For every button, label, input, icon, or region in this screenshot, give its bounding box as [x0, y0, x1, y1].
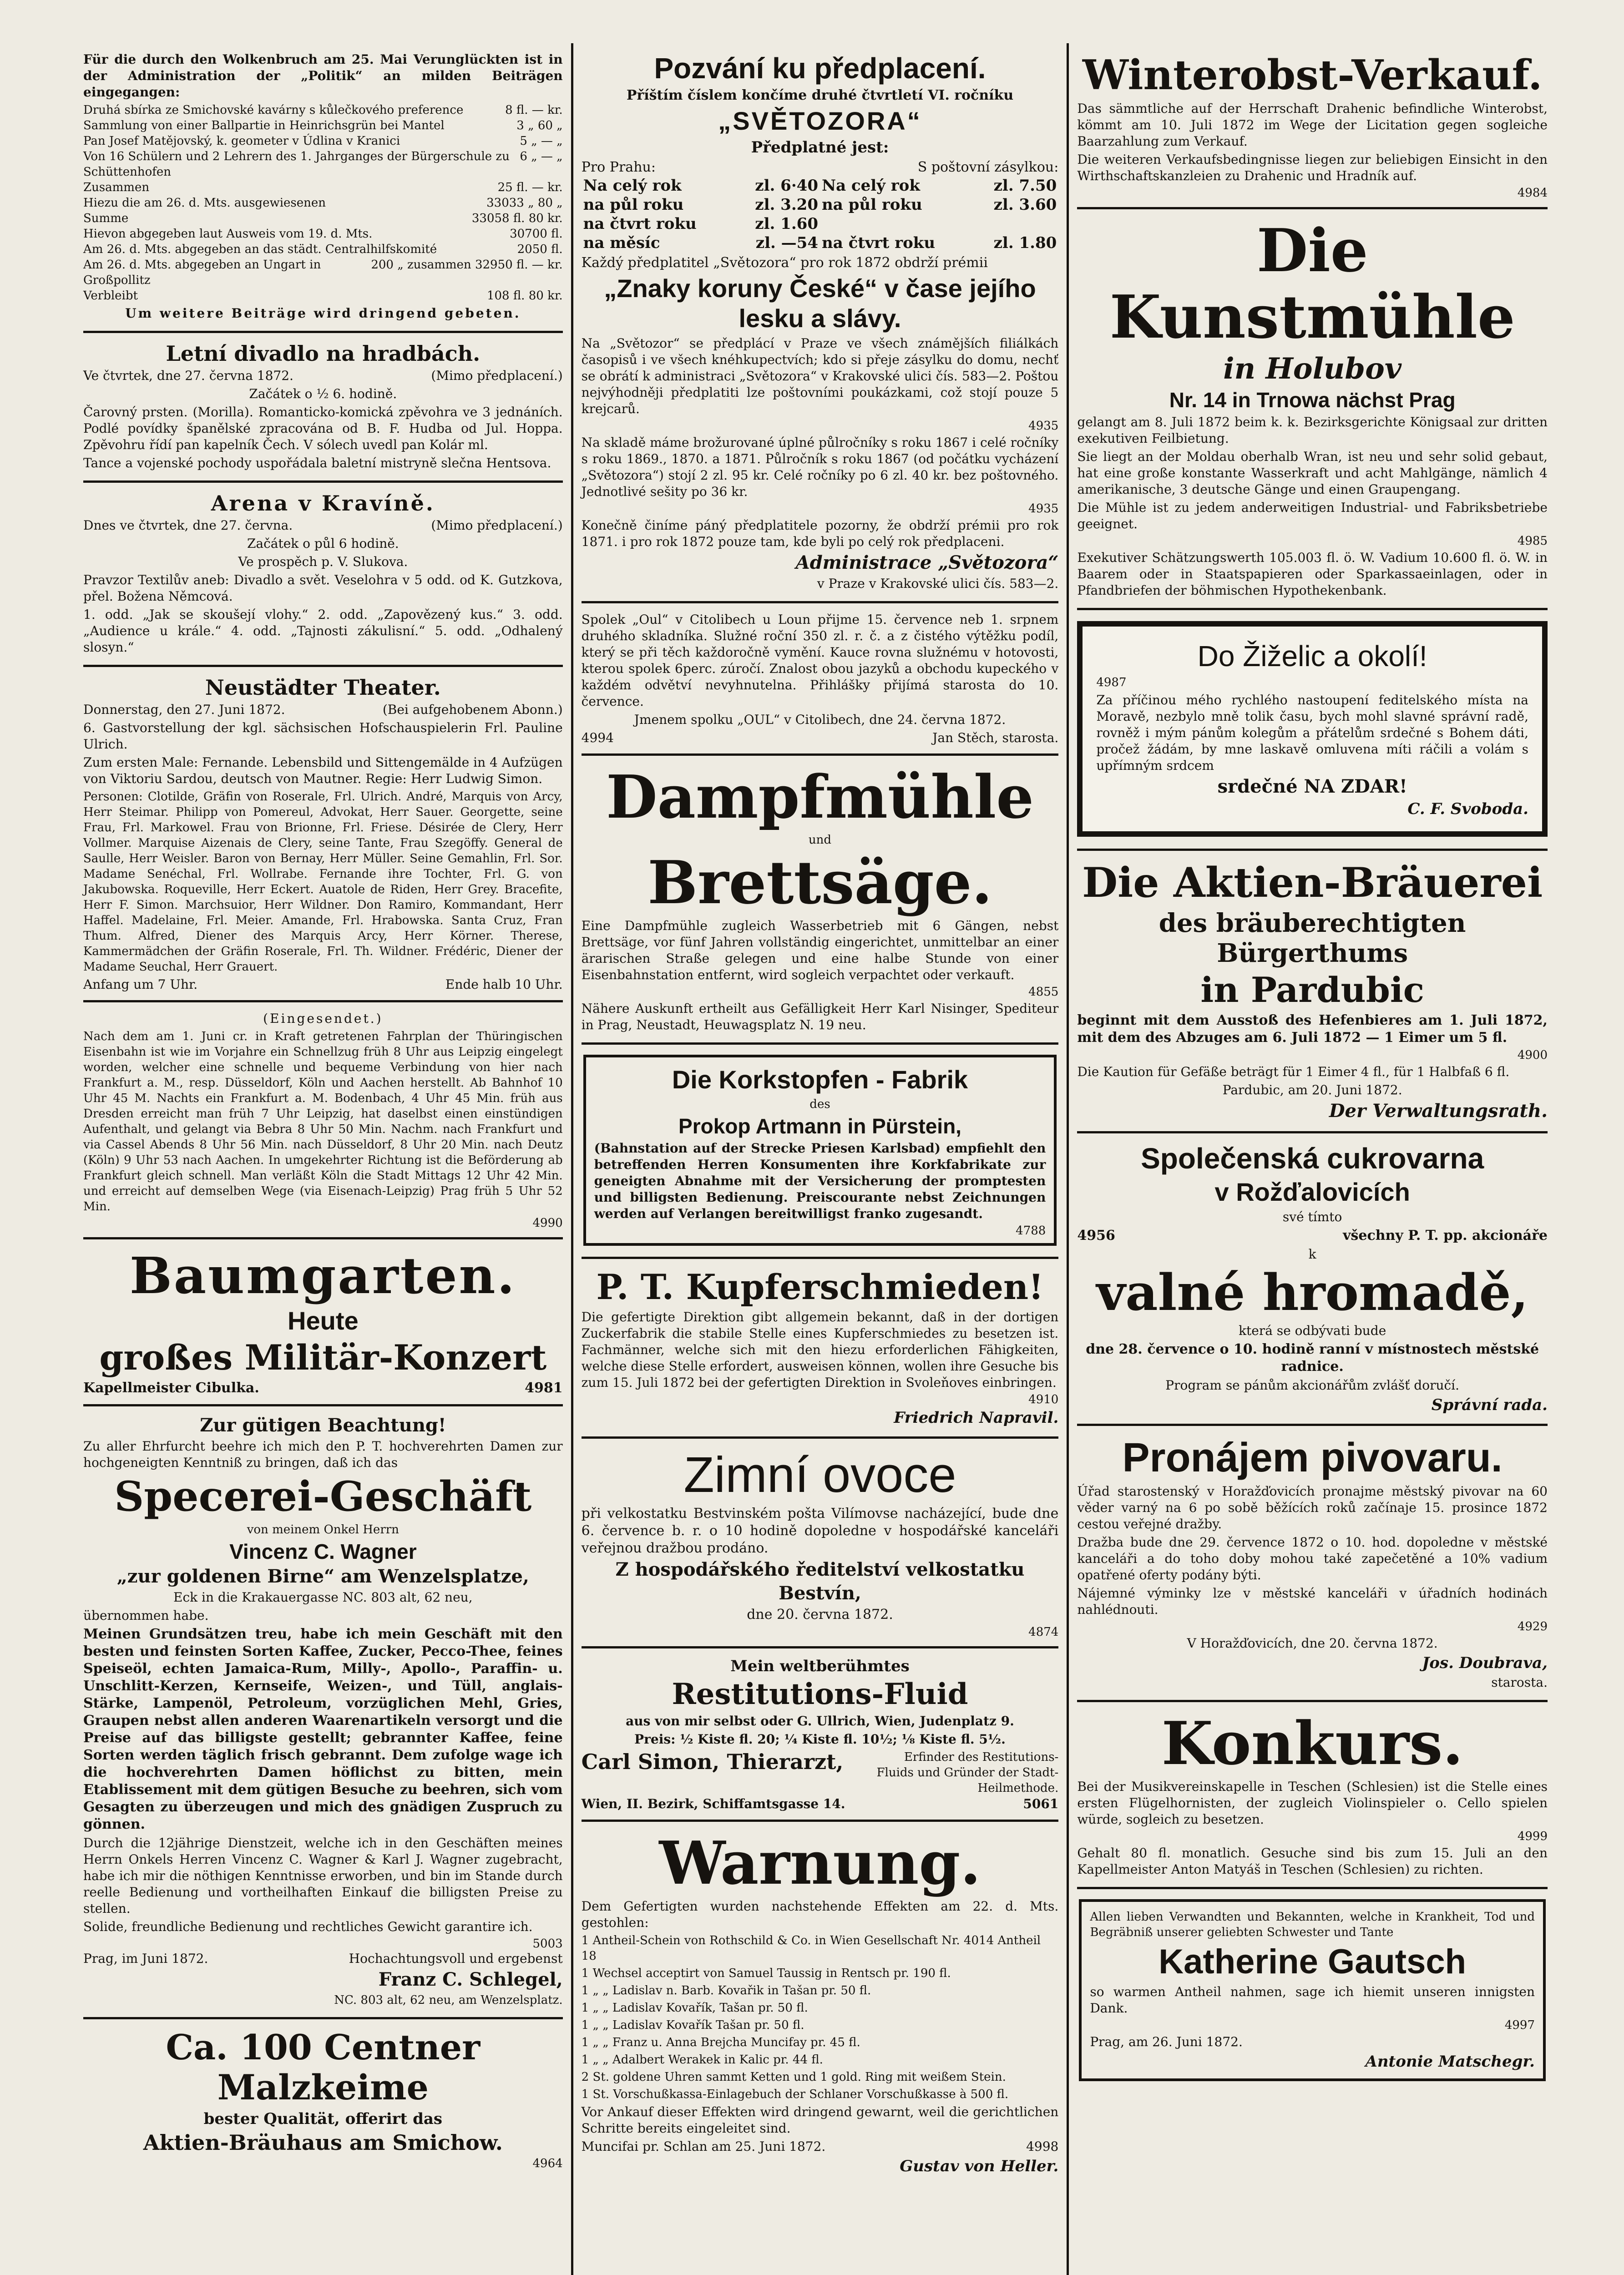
gautsch-sign: Antonie Matschegr. [1365, 2053, 1535, 2071]
stolen-item: 1 „ „ Ladislav Kovařík Tašan pr. 50 fl. [581, 2018, 804, 2032]
oul-sign: Jmenem spolku „OUL“ v Citolibech, dne 24. června 1872. [634, 712, 1006, 727]
ad-konkurs [1077, 1702, 1548, 1889]
gautsch-name: Katherine Gautsch [1159, 1942, 1467, 1981]
arena-benefit: Ve prospěch p. V. Slukova. [238, 554, 408, 569]
warnung-number: 4998 [1026, 2139, 1059, 2154]
specerei-sign-pre: Hochachtungsvoll und ergebenst [349, 1951, 563, 1966]
kunstmuhle-address: Nr. 14 in Trnowa nächst Prag [1169, 388, 1456, 412]
neustadt-end: Ende halb 10 Uhr. [445, 977, 563, 992]
donation-row-value: 200 „ zusammen 32950 fl. — kr. [371, 258, 563, 272]
warnung-items [582, 1933, 1059, 2102]
kork-body: (Bahnstation auf der Strecke Priesen Karlsbad) empfiehlt den betreffenden Herren Konsumenten ihre Korkfabrikate zur geneigten Abnahme mit der Versicherung der promptesten und billigsten Bedienung. Preiscourante nebst Zeichnungen werden auf Verlangen bereitwilligst franko zugesandt. [594, 1141, 1046, 1221]
arena-date: Dnes ve čtvrtek, dne 27. června. [83, 518, 293, 533]
rate-cell: Na celý rok [821, 177, 920, 195]
ad-dampfmuhle [582, 756, 1059, 1045]
svetozor-intro: Příštím číslem končíme druhé čtvrtletí VI. ročníku [626, 87, 1014, 103]
donation-row-text: Hievon abgegeben laut Ausweis vom 19. d. Mts. [83, 227, 373, 241]
specerei-number: 5003 [532, 1937, 563, 1951]
brauerei-date: Pardubic, am 20. Juni 1872. [1222, 1082, 1402, 1097]
rate-cell: na měsíc [583, 234, 660, 252]
malz-number: 4964 [532, 2157, 563, 2170]
konkurs-body: Bei der Musikvereinskapelle in Teschen (Schlesien) ist die Stelle eines ersten Flügelhornisten, der zugleich Violinspieler o. Cello spielen würde, sogleich zu besetzen. [1077, 1779, 1548, 1827]
oul-number: 4994 [581, 730, 614, 745]
brauerei-number: 4900 [1517, 1048, 1548, 1062]
rate-cell: zl. —54 [755, 234, 818, 252]
kunstmuhle-body2: Sie liegt an der Moldau oberhalb Wran, ist neu und sehr solid gebaut, hat eine große konstante Wasserkraft und acht Mahlgänge, nämlich 4 amerikanische, 3 deutsche Gänge und einen Graupengang. [1077, 449, 1548, 497]
cukrovarna-sign: Správní rada. [1431, 1396, 1548, 1414]
cukrovarna-title: Společenská cukrovarna [1141, 1142, 1484, 1175]
kork-owner: Prokop Artmann in Pürstein, [678, 1114, 961, 1138]
donation-row-text: Sammlung von einer Ballpartie in Heinrichsgrün bei Mantel [83, 119, 445, 132]
stolen-item: 1 Wechsel acceptirt von Samuel Taussig in Rentsch pr. 190 fl. [581, 1967, 951, 1980]
kunstmuhle-body: gelangt am 8. Juli 1872 beim k. k. Bezirksgerichte Königsaal zur dritten exekutiven Feilbietung. [1077, 415, 1548, 446]
donation-row [83, 226, 563, 242]
gautsch-number: 4997 [1504, 2018, 1535, 2032]
ad-warnung [582, 1822, 1059, 2185]
svetozor-p2: Na skladě máme brožurované úplné půlročníky s roku 1867 i celé ročníky s roku 1869., 1870. a 1871. Půlročník s roku 1867 (od počátku vycházení „Světozora“) stojí 2 zl. 95 kr. Celé ročníky po 6 zl. 40 kr. bez poštovného. Jednotlivé sešity po 36 kr. [581, 435, 1059, 499]
warnung-sign: Gustav von Heller. [900, 2157, 1059, 2175]
cukrovarna-date: dne 28. července o 10. hodině ranní v místnostech městské radnice. [1086, 1341, 1539, 1375]
ad-arena [83, 483, 563, 667]
zizelice-sign: C. F. Svoboda. [1407, 800, 1528, 818]
donation-row [83, 211, 563, 226]
svetozor-premium: Každý předplatitel „Světozora“ pro rok 1872 obdrží prémii [581, 255, 988, 271]
svetozor-head-left: Pro Prahu: [581, 159, 656, 175]
zizelice-frame [1077, 621, 1548, 837]
svetozor-title: Pozvání ku předplacení. [654, 52, 986, 85]
ad-gautsch [1077, 1889, 1548, 2092]
rate-cell: na půl roku [583, 196, 684, 214]
pivovar-title: Pronájem pivovaru. [1122, 1435, 1503, 1481]
pivovar-body3: Nájemné výminky lze v městské kanceláři v úřadních hodinách nahlédnouti. [1077, 1586, 1548, 1617]
pivovar-body: Úřad starostenský v Horažďovicích pronajme městský pivovar na 60 věder varný na 6 po sobě běžících roků začínaje 15. prosince 1872 cestou veřejné dražby. [1077, 1484, 1548, 1532]
restitution-address: Wien, II. Bezirk, Schiffamtsgasse 14. [581, 1796, 845, 1811]
warnung-title: Warnung. [659, 1828, 981, 1898]
warnung-body: Vor Ankauf dieser Effekten wird dringend gewarnt, weil die gerichtlichen Schritte bereits eingeleitet sind. [581, 2104, 1059, 2136]
rate-cell [820, 214, 972, 233]
restitution-top: Mein weltberühmtes [730, 1657, 910, 1675]
rate-row [582, 195, 1059, 214]
rate-cell [972, 214, 1059, 233]
donation-row-value: 25 fl. — kr. [497, 181, 563, 194]
rate-cell: Na celý rok [583, 177, 682, 195]
malz-seller: Aktien-Bräuhaus am Smichow. [143, 2130, 503, 2155]
zimni-number: 4874 [1028, 1625, 1059, 1639]
konkurs-number: 4999 [1517, 1830, 1548, 1843]
kunstmuhle-title: Die Kunstmühle [1109, 216, 1515, 352]
restitution-price: Preis: ½ Kiste fl. 20; ¼ Kiste fl. 10½; ⅛ Kiste fl. 5½. [634, 1732, 1006, 1747]
restitution-where: aus von mir selbst oder G. Ullrich, Wien, Judenplatz 9. [626, 1714, 1014, 1729]
svetozor-p1: Na „Světozor“ se předplácí v Praze ve všech známějších filiálkách časopisů i ve všech knéhkupectvích; kdo si přeje zásylku do domu, nechť se obrátí k administraci „Světozora“ v Krakovské ulici čís. 583—2. Poštou nejvýhodněji předplatiti lze poštovními poukázkami, což stojí pouze 5 krejcarů. [581, 336, 1059, 416]
summer-theatre-tail: Tance a vojenské pochody uspořádala baletní mistryně slečna Hentsova. [83, 455, 551, 470]
rate-cell: zl. 3.20 [755, 196, 818, 214]
donation-row-text: Am 26. d. Mts. abgegeben an Ungart in Großpollitz [83, 258, 321, 287]
summer-theatre-title: Letní divadlo na hradbách. [166, 341, 481, 366]
ad-korkstopfen [582, 1045, 1059, 1259]
donation-row [83, 242, 563, 257]
donation-row-value: 5 „ — „ [520, 134, 563, 148]
restitution-title: Restitutions-Fluid [672, 1677, 968, 1711]
rate-cell: zl. 1.60 [755, 215, 818, 233]
cukrovarna-big: valné hromadě, [1096, 1263, 1528, 1322]
brauerei-title: Die Aktien-Bräuerei [1082, 859, 1543, 907]
ad-donations [83, 43, 563, 333]
donation-row-text: Hiezu die am 26. d. Mts. ausgewiesenen [83, 196, 326, 210]
donation-row-value: 8 fl. — kr. [505, 103, 563, 117]
svetozor-admin: Administrace „Světozora“ [795, 552, 1059, 573]
dampf-title1: Dampfmühle [606, 762, 1034, 832]
stolen-item: 1 Antheil-Schein von Rothschild & Co. in Wien Gesellschaft Nr. 4014 Antheil 18 [581, 1934, 1041, 1963]
stolen-item: 1 „ „ Ladislav n. Barb. Kovařik in Tašan pr. 50 fl. [581, 1984, 871, 1997]
gautsch-frame [1079, 1899, 1546, 2081]
donation-row [83, 180, 563, 195]
summer-theatre-start: Začátek o ½ 6. hodině. [249, 386, 397, 401]
warnung-place: Muncifai pr. Schlan am 25. Juni 1872. [581, 2139, 826, 2154]
ad-zizelice [1077, 610, 1548, 851]
donation-row-value: 33058 fl. 80 kr. [471, 212, 563, 225]
ad-kunstmuhle [1077, 209, 1548, 610]
specerei-intro: Zu aller Ehrfurcht beehre ich mich den P. T. hochverehrten Damen zur hochgeneigten Kenntniß zu bringen, daß ich das [83, 1439, 563, 1470]
ad-cukrovarna [1077, 1133, 1548, 1426]
konkurs-body2: Gehalt 80 fl. monatlich. Gesuche sind bis zum 15. Juli an den Kapellmeister Anton Matyáš in Teschen (Schlesien) zu richten. [1077, 1845, 1548, 1877]
dampf-title2: Brettsäge. [648, 848, 992, 917]
kunstmuhle-body3: Die Mühle ist zu jedem anderweitigen Industrial- und Fabriksbetriebe geeignet. [1077, 500, 1548, 531]
donation-row-text: Pan Josef Matějovský, k. geometer v Údlina v Kranici [83, 134, 400, 148]
brauerei-sub: des bräuberechtigten Bürgerthums [1159, 908, 1466, 968]
warnung-intro: Dem Gefertigten wurden nachstehende Effekten am 22. d. Mts. gestohlen: [581, 1899, 1059, 1930]
rate-row [582, 233, 1059, 253]
ad-malzkeime [83, 2019, 563, 2178]
specerei-sign: Franz C. Schlegel, [378, 1969, 563, 1990]
rate-cell: na čtvrt roku [583, 215, 697, 233]
donation-row-value: 30700 fl. [510, 227, 563, 241]
neustadt-body: 6. Gastvorstellung der kgl. sächsischen Hofschauspielerin Frl. Pauline Ulrich. [83, 720, 563, 752]
kunstmuhle-number: 4985 [1517, 534, 1548, 548]
restitution-sign-note: Erfinder des Restitutions-Fluids und Gründer der Stadt-Heilmethode. [876, 1750, 1059, 1795]
ad-restitutions-fluid [582, 1648, 1059, 1822]
stolen-item: 1 „ „ Adalbert Werakek in Kalic pr. 44 fl. [581, 2053, 823, 2067]
kupfer-body: Die gefertigte Direktion gibt allgemein bekannt, daß in der dortigen Zuckerfabrik die stabile Stelle eines Kupferschmiedes zu besetzen ist. Fachmänner, welche sich mit den hiezu erforderlichen Fähigkeiten, welche diese Stelle erfordert, ausweisen können, wollen ihre Gesuche bis zum 15. Juli 1872 bei der gefertigten Direktion in Svoleňoves einbringen. [581, 1309, 1059, 1390]
ad-summer-theatre [83, 333, 563, 483]
dampf-more: Nähere Auskunft ertheilt aus Gefälligkeit Herr Karl Nisinger, Spediteur in Prag, Neustadt, Heuwagsplatz N. 19 neu. [581, 1001, 1059, 1032]
zimni-office: Z hospodářského ředitelství velkostatku [615, 1559, 1025, 1580]
donation-row-text: Druhá sbírka ze Smichovské kavárny s kůlečkového preference [83, 103, 464, 117]
konkurs-title: Konkurs. [1161, 1709, 1463, 1778]
ad-zimni-ovoce [582, 1439, 1059, 1648]
ad-winterobst [1077, 43, 1548, 209]
donation-row [83, 195, 563, 211]
donations-rows [83, 102, 563, 303]
brauerei-body2: Die Kaution für Gefäße beträgt für 1 Eimer 4 fl., für 1 Halbfaß 6 fl. [1077, 1064, 1510, 1079]
baumgarten-kapellmeister: Kapellmeister Cibulka. [83, 1380, 259, 1396]
baumgarten-title: Baumgarten. [129, 1246, 516, 1305]
column-right [1069, 43, 1556, 2275]
baumgarten-today: Heute [288, 1306, 359, 1335]
rate-row [582, 214, 1059, 233]
arena-tail: 1. odd. „Jak se skoušejí vlohy.“ 2. odd. „Zapovězený kus.“ 3. odd. „Audience u krále.“ 4. odd. „Tajnosti zákulisní.“ 5. odd. „Odhalený slosyn.“ [83, 607, 563, 655]
donation-row-text: Am 26. d. Mts. abgegeben an das städt. Centralhilfskomité [83, 243, 437, 256]
specerei-address: Eck in die Krakauergasse NC. 803 alt, 62 neu, [173, 1590, 473, 1605]
cukrovarna-place: v Rožďalovicích [1214, 1178, 1410, 1206]
dampf-und: und [808, 833, 832, 847]
kunstmuhle-place: in Holubov [1223, 352, 1402, 386]
neustadt-title: Neustädter Theater. [205, 675, 441, 700]
pivovar-sign: Jos. Doubrava, [1422, 1654, 1548, 1672]
stolen-item: 1 St. Vorschußkassa-Einlagebuch der Schlaner Vorschußkasse à 500 fl. [581, 2088, 1009, 2101]
cukrovarna-who: všechny P. T. pp. akcionáře [1343, 1228, 1548, 1244]
specerei-top: Zur gütigen Beachtung! [200, 1415, 446, 1436]
specerei-date: Prag, im Juni 1872. [83, 1951, 208, 1966]
arena-body: Pravzor Textilův aneb: Divadlo a svět. Veselohra v 5 odd. od K. Gutzkova, přel. Božena Němcová. [83, 572, 563, 604]
ad-svetozor [582, 43, 1059, 603]
zizelice-close: srdečné NA ZDAR! [1217, 776, 1407, 797]
donation-row [83, 118, 563, 133]
specerei-shop: „zur goldenen Birne“ am Wenzelsplatze, [116, 1566, 529, 1587]
summer-theatre-note: (Mimo předplacení.) [431, 368, 563, 383]
donation-row [83, 149, 563, 180]
brauerei-body: beginnt mit dem Ausstoß des Hefenbieres am 1. Juli 1872, mit dem des Abzuges am 6. Juli 1872 — 1 Eimer um 5 fl. [1077, 1012, 1548, 1046]
kork-title: Die Korkstopfen - Fabrik [672, 1065, 968, 1094]
donation-row-value: 3 „ 60 „ [516, 119, 563, 132]
cukrovarna-which: která se odbývati bude [1239, 1323, 1386, 1338]
specerei-taken: übernommen habe. [83, 1608, 209, 1623]
ad-kupferschmieden [582, 1259, 1059, 1439]
kork-number: 4788 [1016, 1224, 1046, 1238]
svetozor-book: „Znaky koruny České“ v čase jejího lesku a slávy. [604, 274, 1036, 333]
svetozor-subtitle: Předplatné jest: [751, 138, 889, 157]
dampf-number: 4855 [1028, 985, 1059, 999]
kork-des: des [809, 1097, 830, 1111]
eingesendet-number: 4990 [532, 1216, 563, 1230]
svetozor-name: „SVĚTOZORA“ [718, 106, 922, 135]
specerei-body3: Solide, freundliche Bedienung und rechtliches Gewicht garantire ich. [83, 1919, 533, 1934]
baumgarten-concert: großes Militär-Konzert [99, 1337, 547, 1378]
winterobst-title: Winterobst-Verkauf. [1082, 51, 1543, 99]
stolen-item: 1 „ „ Ladislav Kovařík, Tašan pr. 50 fl. [581, 2001, 808, 2015]
donation-row-text: Von 16 Schülern und 2 Lehrern des 1. Jahrganges der Bürgerschule zu Schüttenhofen [83, 150, 510, 179]
ad-specerei [83, 1406, 563, 2019]
summer-theatre-body: Čarovný prsten. (Morilla). Romanticko-komická zpěvohra ve 3 jednáních. Podlé povídky španělské zpracována od B. F. Hudba od Jul. Hoppa. Zpěvohru řídí pan kapelník Čech. V sólech uvedl pan Kolár ml. [83, 404, 563, 452]
zimni-title: Zimní ovoce [683, 1447, 956, 1503]
ad-pivovar [1077, 1426, 1548, 1702]
neustadt-date: Donnerstag, den 27. Juni 1872. [83, 702, 285, 717]
donation-row-value: 2050 fl. [517, 243, 563, 256]
kupfer-sign: Friedrich Napravil. [894, 1409, 1059, 1427]
donation-row [83, 133, 563, 149]
ad-eingesendet [83, 1002, 563, 1239]
zimni-date: dne 20. června 1872. [747, 1607, 893, 1623]
column-left [75, 43, 573, 2275]
svetozor-head-right: S poštovní zásylkou: [917, 159, 1059, 175]
ad-oul [582, 603, 1059, 756]
specerei-owner: Vincenz C. Wagner [229, 1540, 417, 1563]
donation-row-value: 108 fl. 80 kr. [486, 289, 563, 303]
donation-row-value: 6 „ — „ [520, 150, 563, 163]
brauerei-sign: Der Verwaltungsrath. [1329, 1100, 1548, 1122]
donation-row [83, 102, 563, 118]
pivovar-date: V Horažďovicích, dne 20. června 1872. [1187, 1636, 1438, 1651]
cukrovarna-k: k [1308, 1247, 1316, 1262]
malz-title: Ca. 100 Centner Malzkeime [166, 2027, 481, 2108]
pivovar-body2: Dražba bude dne 29. července 1872 o 10. hod. dopoledne v městské kanceláři a do toho doby mohou také zapečetěné a 10% vadium opatřené oferty podány býti. [1077, 1535, 1548, 1582]
donation-row-text: Summe [83, 212, 129, 225]
cukrovarna-svolava: své tímto [1282, 1209, 1342, 1224]
specerei-title: Specerei-Geschäft [114, 1472, 532, 1521]
donations-header: Für die durch den Wolkenbruch am 25. Mai Verunglückten ist in der Administration der „Politik“ an milden Beiträgen eingegangen: [83, 52, 563, 100]
donations-footer: Um weitere Beiträge wird dringend gebeten. [125, 306, 521, 321]
zimni-place: Bestvín, [779, 1582, 861, 1604]
zizelice-number: 4987 [1096, 676, 1127, 689]
ad-baumgarten [83, 1239, 563, 1406]
malz-quality: bester Qualität, offerirt das [203, 2110, 443, 2128]
eingesendet-body: Nach dem am 1. Juni cr. in Kraft getretenen Fahrplan der Thüringischen Eisenbahn ist wie im Vorjahre ein Schnellzug früh 8 Uhr aus Leipzig eingelegt worden, welcher eine schnelle und bequeme Verbindung von hier nach Frankfurt a. M., resp. Düsseldorf, Köln und Aachen herstellt. Ab Bahnhof 10 Uhr 45 M. Nachts ein Frankfurt a. M. Bodenbach, 4 Uhr 45 Min. früh aus Dresden erreicht man früh 7 Uhr Leipzig, hat daselbst einen einstündigen Aufenthalt, und gelangt via Bebra 8 Uhr 50 Min. Nachm. nach Frankfurt und via Cassel Abends 8 Uhr 56 Min. nach Düsseldorf, 8 Uhr 20 Min. nach Deutz (Köln) 9 Uhr 53 nach Aachen. In umgekehrter Richtung ist die Beförderung ab Frankfurt gleich schnell. Man verläßt Köln die Stadt Mittags 12 Uhr 42 Min. und erreicht auf demselben Wege (via Eisenach-Leipzig) Prag früh 5 Uhr 52 Min. [83, 1030, 563, 1213]
donation-row [83, 288, 563, 303]
kupfer-number: 4910 [1028, 1393, 1059, 1406]
zizelice-title: Do Žiželic a okolí! [1197, 640, 1427, 672]
neustadt-play: Zum ersten Male: Fernande. Lebensbild und Sittengemälde in 4 Aufzügen von Viktoriu Sardou, deutsch von Mautner. Regie: Herr Ludwig Simon. [83, 755, 563, 786]
eingesendet-title: (Eingesendet.) [263, 1011, 383, 1026]
column-middle [573, 43, 1069, 2275]
svetozor-address: v Praze v Krakovské ulici čís. 583—2. [817, 576, 1059, 591]
svetozor-n2: 4935 [1028, 502, 1059, 516]
specerei-body2: Durch die 12jährige Dienstzeit, welche ich in den Geschäften meines Herrn Onkels Herren Vincenz C. Wagner & Karl J. Wagner zugebracht, habe ich mir die nöthigen Kenntnisse erworben, und bin im Stande durch reelle Bedienung und vortheilhaften Einkauf die billigsten Preise zu stellen. [83, 1835, 563, 1916]
svetozor-p3: Konečně činíme páný předplatitele pozorny, že obdrží prémii pro rok 1871. i pro rok 1872 pouze tam, kde byli po celý rok předplaceni. [581, 518, 1059, 549]
ad-aktien-brauerei [1077, 851, 1548, 1133]
arena-title: Arena v Kravíně. [211, 491, 435, 516]
specerei-body: Meinen Grundsätzen treu, habe ich mein Geschäft mit den besten und feinsten Sorten Kaffee, Zucker, Pecco-Thee, feines Speiseöl, echten Jamaica-Rum, Milly-, Apollo-, Paraffin- u. Unschlitt-Kerzen, Kernseife, Weizen-, und Tüll, anglais-Stärke, Lampenöl, Petroleum, vorzüglichen Mehl, Gries, Graupen nebst allen anderen Waarenartikeln versorgt und die Preise auf das billigste gestellt; gebrannter Kaffee, feine Sorten werden täglich frisch gebrannt. Dem zufolge wage ich die hochverehrten Damen höflichst zu bitten, mein Etablissement mit dem gütigen Besuche zu beehren, sich vom Gesagten zu überzeugen und mich des gnädigen Zuspruch zu gönnen. [83, 1626, 563, 1832]
dampf-body: Eine Dampfmühle zugleich Wasserbetrieb mit 6 Gängen, nebst Brettsäge, vor fünf Jahren vollständig eingerichtet, unmittelbar an einer ärarischen Straße gelegen und eine halbe Stunde von einer Eisenbahnstation entfernt, wird sogleich verpachtet oder verkauft. [581, 918, 1059, 982]
rate-cell: zl. 6·40 [755, 177, 818, 195]
pivovar-role: starosta. [1491, 1675, 1548, 1690]
summer-theatre-date: Ve čtvrtek, dne 27. června 1872. [83, 368, 293, 383]
zimni-body: při velkostatku Bestvinském pošta Vilímovse nacházející, bude dne 6. července b. r. o 10 hodině dopoledne v hospodářské kanceláři veřejnou dražbou prodáno. [581, 1506, 1059, 1556]
rate-cell: na čtvrt roku [821, 234, 936, 252]
neustadt-cast: Personen: Clotilde, Gräfin von Roserale, Frl. Ulrich. André, Marquis von Arcy, Herr Steimar. Philipp von Pomereul, Advokat, Herr Sauer. Georgette, seine Frau, Frl. Markowel. Frau von Brionne, Frl. Friese. Désirée de Clery, Herr Vollmer. Marquise Aizenais de Clery, seine Tante, Frau Szegöffy. General de Saulle, Herr Weisler. Baron von Bernay, Herr Müller. Seine Gemahlin, Frl. Sor. Madame Senéchal, Frl. Wollrabe. Fernande ihre Tochter, Frl. G. von Jakubowska. Roqueville, Herr Eckert. Auatole de Riden, Herr Grey. Bracefite, Herr F. Simon. Marchsuior, Herr Wildner. Don Ramiro, Kommandant, Herr Haffel. Madelaine, Frl. Meier. Amande, Frl. Hrabowska. Santa Cruz, Fran Thum. Alfred, Diener des Marquis Arcy, Herr Körner. Therese, Kammermädchen der Gräfin Roserale, Frl. Th. Wildner. Frédéric, Diener der Madame Seuchal, Herr Grauert. [83, 790, 563, 974]
brauerei-place: in Pardubic [1200, 970, 1424, 1010]
pivovar-number: 4929 [1517, 1620, 1548, 1633]
donation-row-text: Verbleibt [83, 289, 138, 303]
neustadt-start: Anfang um 7 Uhr. [83, 977, 198, 992]
specerei-sign-address: NC. 803 alt, 62 neu, am Wenzelsplatz. [334, 1993, 563, 2007]
winterobst-number: 4984 [1517, 186, 1548, 200]
stolen-item: 1 „ „ Franz u. Anna Brejcha Muncifay pr. 45 fl. [581, 2036, 860, 2049]
neustadt-note: (Bei aufgehobenem Abonn.) [382, 702, 563, 717]
rate-cell: zl. 3.60 [993, 196, 1057, 214]
donation-row-value: 33033 „ 80 „ [486, 196, 563, 210]
gautsch-intro: Allen lieben Verwandten und Bekannten, welche in Krankheit, Tod und Begräbniß unserer geliebten Schwester und Tante [1090, 1910, 1535, 1939]
rate-cell: zl. 7.50 [993, 177, 1057, 195]
kork-frame [583, 1055, 1057, 1246]
oul-signer: Jan Stěch, starosta. [932, 730, 1059, 745]
rate-row [582, 176, 1059, 195]
specerei-from: von meinem Onkel Herrn [247, 1523, 399, 1537]
rate-cell: na půl roku [821, 196, 922, 214]
rate-cell: zl. 1.80 [993, 234, 1057, 252]
kupfer-title: P. T. Kupferschmieden! [596, 1267, 1044, 1307]
ad-neustadt-theatre [83, 667, 563, 1002]
donation-row [83, 257, 563, 288]
zizelice-body: Za příčinou mého rychlého nastoupení feditelského místa na Moravě, nezbylo mně tolik času, bych mohl slavné správní radě, rovněž i mým pánům kolegům a přátelům srdečné s Bohem dáti, pročež žádám, by mne laskavě omluvena míti ráčili a volám s upřímným srdcem [1096, 693, 1528, 773]
arena-note: (Mimo předplacení.) [431, 518, 563, 533]
cukrovarna-number: 4956 [1077, 1228, 1115, 1244]
restitution-sign: Carl Simon, Thierarzt, [581, 1749, 844, 1774]
restitution-number: 5061 [1023, 1796, 1059, 1811]
kunstmuhle-body4: Exekutiver Schätzungswerth 105.003 fl. ö. W. Vadium 10.600 fl. ö. W. in Baarem oder in Staatspapieren oder Sparkassaeinlagen, oder in Pfandbriefen der böhmischen Hypothekenbank. [1077, 550, 1548, 598]
svetozor-n1: 4935 [1028, 419, 1059, 433]
svetozor-rates-table [582, 176, 1059, 253]
cukrovarna-prog: Program se pánům akcionářům zvlášť doručí. [1165, 1378, 1460, 1393]
winterobst-body: Das sämmtliche auf der Herrschaft Drahenic befindliche Winterobst, kömmt am 10. Juli 1872 im Wege der Licitation gegen sogleiche Baarzahlung zum Verkauf. [1077, 101, 1548, 149]
gautsch-body: so warmen Antheil nahmen, sage ich hiemit unseren innigsten Dank. [1090, 1984, 1535, 2016]
donation-row-text: Zusammen [83, 181, 150, 194]
winterobst-body2: Die weiteren Verkaufsbedingnisse liegen zur beliebigen Einsicht in den Wirthschaftskanzleien zu Drahenic und Hradník auf. [1077, 152, 1548, 183]
oul-body: Spolek „Oul“ v Citolibech u Loun přijme 15. července neb 1. srpnem druhého skladníka. Služné roční 350 zl. r. č. a z čistého výtěžku podíl, který se při těch každoročně vymění. Kauce rovna služnému v hotovosti, kterou spolek 6perc. zúročí. Znalost obou jazyků a obchodu kupeckého v každém odvětví nevyhnutelna. Přihlášky přijímá starosta do 10. července. [581, 612, 1059, 709]
arena-start: Začátek o půl 6 hodině. [247, 536, 399, 551]
gautsch-date: Prag, am 26. Juni 1872. [1090, 2034, 1243, 2049]
baumgarten-number: 4981 [525, 1380, 563, 1396]
stolen-item: 2 St. goldene Uhren sammt Ketten und 1 gold. Ring mit weißem Stein. [581, 2070, 1006, 2084]
